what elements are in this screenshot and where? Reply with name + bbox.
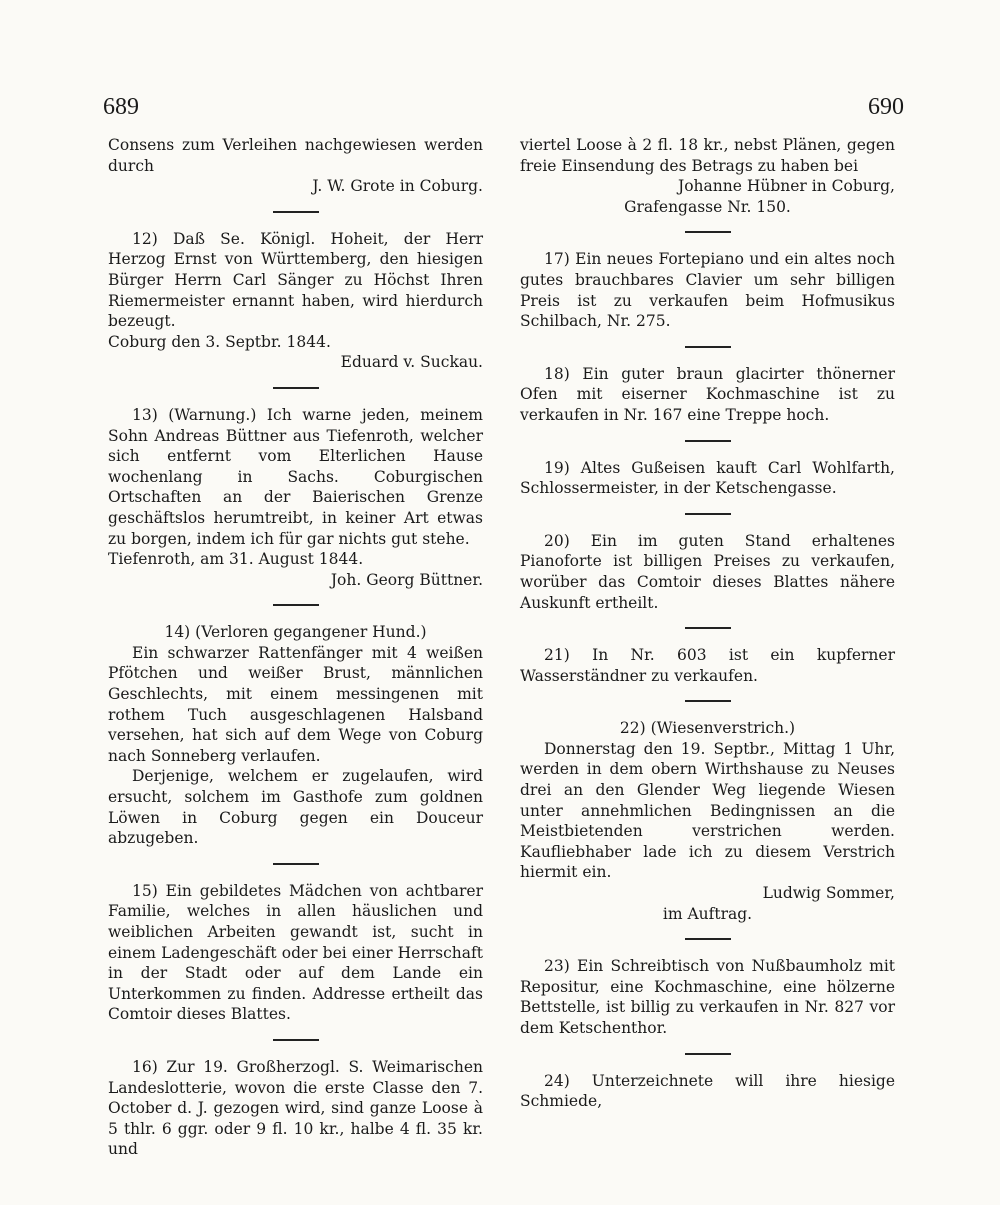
notice-12-date: Coburg den 3. Septbr. 1844. — [108, 332, 331, 351]
divider — [273, 387, 319, 389]
notice-13-date: Tiefenroth, am 31. August 1844. — [108, 550, 364, 569]
notice-17: 17) Ein neues Fortepiano und ein altes noch gutes brauchbares Clavier um sehr billigen Preis ist zu verkaufen beim Hofmusikus Schilbach, Nr. 275. — [520, 250, 895, 331]
page-number-left: 689 — [103, 94, 139, 120]
notice-14-heading: 14) (Verloren gegangener Hund.) — [164, 623, 427, 642]
notice-signature: J. W. Grote in Coburg. — [312, 177, 483, 196]
notice-13: 13) (Warnung.) Ich warne jeden, meinem Sohn Andreas Büttner aus Tiefenroth, welcher sich entfernt vom Elterlichen Hause wochenlang in Sachs. Coburgischen Ortschaften an der Baierischen Grenze geschäftslos herumtreibt, in keiner Art etwas zu borgen, indem ich für gar nichts gut stehe. — [108, 405, 483, 548]
notice-14-text: Ein schwarzer Rattenfänger mit 4 weißen Pfötchen und weißer Brust, männlichen Geschlechts, mit einem messingenen mit rothem Tuch ausgeschlagenen Halsband versehen, hat sich auf dem Wege von Coburg nach Sonneberg verlaufen. — [108, 643, 483, 765]
notice-22-signature-note: im Auftrag. — [662, 904, 753, 923]
notice-22-text: Donnerstag den 19. Septbr., Mittag 1 Uhr, werden in dem obern Wirthshause zu Neuses drei an den Glender Weg liegende Wiesen unter annehmlichen Bedingnissen an die Meistbietenden verstrichen werden. Kaufliebhaber lade ich zu diesem Verstrich hiermit ein. — [520, 739, 895, 882]
divider — [273, 211, 319, 213]
notice-16: 16) Zur 19. Großherzogl. S. Weimarischen Landeslotterie, wovon die erste Classe den 7. October d. J. gezogen wird, sind ganze Loose à 5 thlr. 6 ggr. oder 9 fl. 10 kr., halbe 4 fl. 35 kr. und — [108, 1057, 483, 1159]
notice-19: 19) Altes Gußeisen kauft Carl Wohlfarth, Schlossermeister, in der Ketschengasse. — [520, 458, 895, 498]
notice-16-address: Grafengasse Nr. 150. — [624, 197, 791, 216]
notice-15: 15) Ein gebildetes Mädchen von achtbarer Familie, welches in allen häuslichen und weiblichen Arbeiten gewandt ist, sucht in einem Ladengeschäft oder bei einer Herrschaft in der Stadt oder auf dem Lande ein Unterkommen zu finden. Addresse ertheilt das Comtoir dieses Blattes. — [108, 881, 483, 1024]
notice-18: 18) Ein guter braun glacirter thönerner Ofen mit eiserner Kochmaschine ist zu verkaufen in Nr. 167 eine Treppe hoch. — [520, 364, 895, 424]
right-column — [520, 135, 895, 1112]
divider — [685, 627, 731, 629]
notice-23: 23) Ein Schreibtisch von Nußbaumholz mit Repositur, eine Kochmaschine, eine hölzerne Bettstelle, ist billig zu verkaufen in Nr. 827 vor dem Ketschenthor. — [520, 957, 895, 1037]
left-column — [108, 135, 483, 1160]
divider — [685, 700, 731, 702]
divider — [685, 346, 731, 348]
page-number-right: 690 — [868, 94, 904, 120]
divider — [685, 231, 731, 233]
notice-20: 20) Ein im guten Stand erhaltenes Pianoforte ist billigen Preises zu verkaufen, worüber das Comtoir dieses Blattes nähere Auskunft ertheilt. — [520, 531, 895, 612]
notice-22-signature: Ludwig Sommer, — [762, 884, 895, 903]
notice-21: 21) In Nr. 603 ist ein kupferner Wasserständner zu verkaufen. — [520, 646, 895, 685]
notice-continuation: Consens zum Verleihen nachgewiesen werden durch — [108, 136, 483, 175]
notice-16-signature: Johanne Hübner in Coburg, — [678, 177, 895, 196]
divider — [685, 513, 731, 515]
divider — [273, 604, 319, 606]
notice-24: 24) Unterzeichnete will ihre hiesige Schmiede, — [520, 1071, 895, 1111]
notice-12-signature: Eduard v. Suckau. — [340, 353, 483, 372]
notice-14-text-2: Derjenige, welchem er zugelaufen, wird ersucht, solchem im Gasthofe zum goldnen Löwen in Coburg gegen ein Douceur abzugeben. — [108, 767, 483, 848]
notice-12: 12) Daß Se. Königl. Hoheit, der Herr Herzog Ernst von Württemberg, den hiesigen Bürger Herrn Carl Sänger zu Höchst Ihren Riemermeister ernannt haben, wird hierdurch bezeugt. — [108, 229, 483, 331]
notice-22-heading: 22) (Wiesenverstrich.) — [619, 719, 796, 738]
divider — [685, 1053, 731, 1055]
notice-13-signature: Joh. Georg Büttner. — [330, 570, 483, 589]
divider — [685, 938, 731, 940]
divider — [273, 863, 319, 865]
divider — [273, 1039, 319, 1041]
notice-16-continuation: viertel Loose à 2 fl. 18 kr., nebst Plänen, gegen freie Einsendung des Betrags zu haben bei — [520, 136, 895, 175]
divider — [685, 440, 731, 442]
